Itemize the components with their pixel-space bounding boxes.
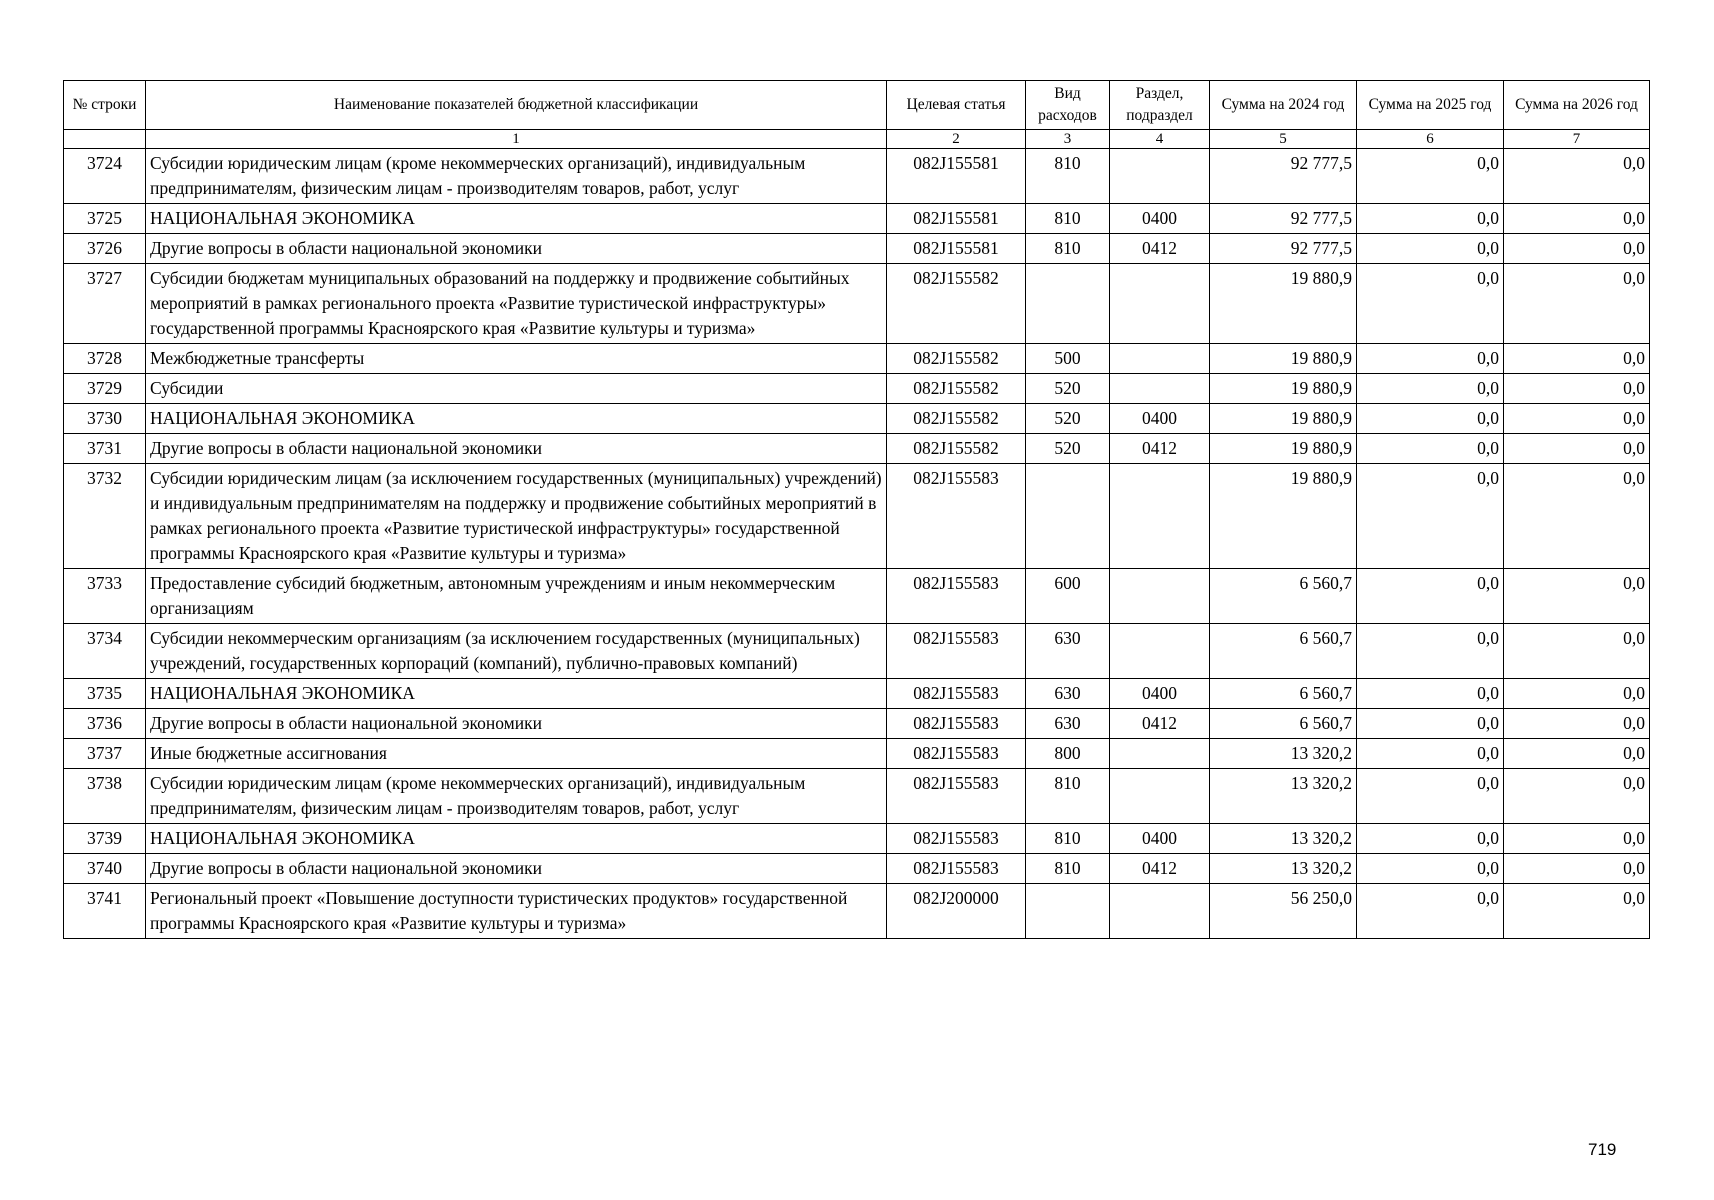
sum-2026-cell: 0,0 xyxy=(1504,234,1650,264)
sum-2026-cell: 0,0 xyxy=(1504,434,1650,464)
header-indicator-name: Наименование показателей бюджетной классификации xyxy=(146,81,887,130)
row-number-cell: 3738 xyxy=(64,769,146,824)
header-row-number: № строки xyxy=(64,81,146,130)
row-number-cell: 3726 xyxy=(64,234,146,264)
row-number-cell: 3727 xyxy=(64,264,146,344)
budget-table xyxy=(63,80,1650,939)
table-row xyxy=(64,234,1650,264)
target-article-cell: 082J155583 xyxy=(887,679,1026,709)
sum-2025-cell: 0,0 xyxy=(1357,824,1504,854)
expense-type-cell: 800 xyxy=(1026,739,1110,769)
section-cell xyxy=(1110,884,1210,939)
expense-type-cell xyxy=(1026,884,1110,939)
column-number: 4 xyxy=(1110,130,1210,149)
sum-2026-cell: 0,0 xyxy=(1504,344,1650,374)
expense-type-cell: 810 xyxy=(1026,854,1110,884)
section-cell: 0412 xyxy=(1110,709,1210,739)
sum-2024-cell: 19 880,9 xyxy=(1210,344,1357,374)
sum-2025-cell: 0,0 xyxy=(1357,434,1504,464)
section-cell: 0400 xyxy=(1110,204,1210,234)
table-row xyxy=(64,854,1650,884)
sum-2026-cell: 0,0 xyxy=(1504,204,1650,234)
expense-type-cell: 810 xyxy=(1026,204,1110,234)
sum-2026-cell: 0,0 xyxy=(1504,624,1650,679)
indicator-name-cell: НАЦИОНАЛЬНАЯ ЭКОНОМИКА xyxy=(146,404,887,434)
indicator-name-cell: Региональный проект «Повышение доступности туристических продуктов» государственной программы Красноярского края «Развитие культуры и туризма» xyxy=(146,884,887,939)
table-row xyxy=(64,434,1650,464)
indicator-name-cell: Субсидии бюджетам муниципальных образований на поддержку и продвижение событийных мероприятий в рамках регионального проекта «Развитие туристической инфраструктуры» государственной программы Красноярского края «Развитие культуры и туризма» xyxy=(146,264,887,344)
target-article-cell: 082J155582 xyxy=(887,374,1026,404)
table-row xyxy=(64,624,1650,679)
row-number-cell: 3735 xyxy=(64,679,146,709)
column-number: 3 xyxy=(1026,130,1110,149)
sum-2024-cell: 92 777,5 xyxy=(1210,234,1357,264)
row-number-cell: 3732 xyxy=(64,464,146,569)
row-number-cell: 3729 xyxy=(64,374,146,404)
row-number-cell: 3725 xyxy=(64,204,146,234)
target-article-cell: 082J155582 xyxy=(887,264,1026,344)
row-number-cell: 3733 xyxy=(64,569,146,624)
indicator-name-cell: Субсидии юридическим лицам (кроме некоммерческих организаций), индивидуальным предпринимателям, физическим лицам - производителям товаров, работ, услуг xyxy=(146,149,887,204)
section-cell: 0412 xyxy=(1110,434,1210,464)
sum-2024-cell: 6 560,7 xyxy=(1210,624,1357,679)
section-cell xyxy=(1110,344,1210,374)
expense-type-cell: 810 xyxy=(1026,824,1110,854)
expense-type-cell: 630 xyxy=(1026,709,1110,739)
sum-2026-cell: 0,0 xyxy=(1504,884,1650,939)
row-number-cell: 3736 xyxy=(64,709,146,739)
column-number xyxy=(64,130,146,149)
indicator-name-cell: Предоставление субсидий бюджетным, автономным учреждениям и иным некоммерческим организациям xyxy=(146,569,887,624)
sum-2025-cell: 0,0 xyxy=(1357,854,1504,884)
indicator-name-cell: Межбюджетные трансферты xyxy=(146,344,887,374)
target-article-cell: 082J155583 xyxy=(887,569,1026,624)
target-article-cell: 082J200000 xyxy=(887,884,1026,939)
table-row xyxy=(64,374,1650,404)
row-number-cell: 3730 xyxy=(64,404,146,434)
sum-2025-cell: 0,0 xyxy=(1357,264,1504,344)
section-cell xyxy=(1110,149,1210,204)
column-number: 6 xyxy=(1357,130,1504,149)
target-article-cell: 082J155582 xyxy=(887,434,1026,464)
sum-2024-cell: 13 320,2 xyxy=(1210,854,1357,884)
sum-2024-cell: 19 880,9 xyxy=(1210,464,1357,569)
header-sum-2025: Сумма на 2025 год xyxy=(1357,81,1504,130)
section-cell xyxy=(1110,624,1210,679)
section-cell: 0400 xyxy=(1110,679,1210,709)
section-cell xyxy=(1110,374,1210,404)
target-article-cell: 082J155583 xyxy=(887,739,1026,769)
expense-type-cell: 520 xyxy=(1026,434,1110,464)
section-cell xyxy=(1110,739,1210,769)
table-row xyxy=(64,884,1650,939)
header-target-article: Целевая статья xyxy=(887,81,1026,130)
sum-2026-cell: 0,0 xyxy=(1504,679,1650,709)
sum-2024-cell: 19 880,9 xyxy=(1210,374,1357,404)
row-number-cell: 3728 xyxy=(64,344,146,374)
sum-2026-cell: 0,0 xyxy=(1504,769,1650,824)
sum-2024-cell: 13 320,2 xyxy=(1210,824,1357,854)
indicator-name-cell: Субсидии юридическим лицам (за исключением государственных (муниципальных) учреждений) и индивидуальным предпринимателям на поддержку и продвижение событийных мероприятий в рамках регионального проекта «Развитие туристической инфраструктуры» государственной программы Красноярского края «Развитие культуры и туризма» xyxy=(146,464,887,569)
sum-2025-cell: 0,0 xyxy=(1357,344,1504,374)
table-row xyxy=(64,344,1650,374)
column-number: 1 xyxy=(146,130,887,149)
column-number: 7 xyxy=(1504,130,1650,149)
target-article-cell: 082J155583 xyxy=(887,624,1026,679)
indicator-name-cell: Субсидии юридическим лицам (кроме некоммерческих организаций), индивидуальным предпринимателям, физическим лицам - производителям товаров, работ, услуг xyxy=(146,769,887,824)
sum-2025-cell: 0,0 xyxy=(1357,624,1504,679)
expense-type-cell: 810 xyxy=(1026,234,1110,264)
sum-2024-cell: 92 777,5 xyxy=(1210,149,1357,204)
table-row xyxy=(64,149,1650,204)
sum-2024-cell: 56 250,0 xyxy=(1210,884,1357,939)
column-number-row xyxy=(64,130,1650,149)
section-cell: 0400 xyxy=(1110,404,1210,434)
expense-type-cell: 520 xyxy=(1026,404,1110,434)
row-number-cell: 3731 xyxy=(64,434,146,464)
sum-2026-cell: 0,0 xyxy=(1504,149,1650,204)
expense-type-cell: 500 xyxy=(1026,344,1110,374)
target-article-cell: 082J155582 xyxy=(887,404,1026,434)
sum-2024-cell: 19 880,9 xyxy=(1210,264,1357,344)
target-article-cell: 082J155583 xyxy=(887,769,1026,824)
sum-2024-cell: 19 880,9 xyxy=(1210,434,1357,464)
row-number-cell: 3724 xyxy=(64,149,146,204)
column-number: 2 xyxy=(887,130,1026,149)
target-article-cell: 082J155581 xyxy=(887,204,1026,234)
sum-2025-cell: 0,0 xyxy=(1357,739,1504,769)
expense-type-cell: 810 xyxy=(1026,769,1110,824)
header-sum-2026: Сумма на 2026 год xyxy=(1504,81,1650,130)
table-row xyxy=(64,264,1650,344)
indicator-name-cell: Другие вопросы в области национальной экономики xyxy=(146,234,887,264)
header-sum-2024: Сумма на 2024 год xyxy=(1210,81,1357,130)
table-row xyxy=(64,679,1650,709)
target-article-cell: 082J155581 xyxy=(887,234,1026,264)
target-article-cell: 082J155583 xyxy=(887,464,1026,569)
target-article-cell: 082J155581 xyxy=(887,149,1026,204)
indicator-name-cell: Субсидии xyxy=(146,374,887,404)
expense-type-cell: 810 xyxy=(1026,149,1110,204)
sum-2025-cell: 0,0 xyxy=(1357,149,1504,204)
sum-2026-cell: 0,0 xyxy=(1504,739,1650,769)
target-article-cell: 082J155583 xyxy=(887,854,1026,884)
sum-2026-cell: 0,0 xyxy=(1504,569,1650,624)
sum-2025-cell: 0,0 xyxy=(1357,464,1504,569)
indicator-name-cell: Иные бюджетные ассигнования xyxy=(146,739,887,769)
header-section: Раздел, подраздел xyxy=(1110,81,1210,130)
sum-2026-cell: 0,0 xyxy=(1504,404,1650,434)
sum-2025-cell: 0,0 xyxy=(1357,204,1504,234)
target-article-cell: 082J155583 xyxy=(887,824,1026,854)
table-row xyxy=(64,204,1650,234)
row-number-cell: 3740 xyxy=(64,854,146,884)
section-cell: 0412 xyxy=(1110,854,1210,884)
table-row xyxy=(64,569,1650,624)
indicator-name-cell: НАЦИОНАЛЬНАЯ ЭКОНОМИКА xyxy=(146,204,887,234)
indicator-name-cell: Другие вопросы в области национальной экономики xyxy=(146,854,887,884)
expense-type-cell xyxy=(1026,464,1110,569)
sum-2026-cell: 0,0 xyxy=(1504,264,1650,344)
sum-2026-cell: 0,0 xyxy=(1504,824,1650,854)
sum-2024-cell: 6 560,7 xyxy=(1210,679,1357,709)
page-number: 719 xyxy=(1588,1140,1617,1159)
sum-2025-cell: 0,0 xyxy=(1357,569,1504,624)
section-cell: 0412 xyxy=(1110,234,1210,264)
indicator-name-cell: Субсидии некоммерческим организациям (за исключением государственных (муниципальных) учреждений, государственных корпораций (компаний), публично-правовых компаний) xyxy=(146,624,887,679)
expense-type-cell: 600 xyxy=(1026,569,1110,624)
row-number-cell: 3734 xyxy=(64,624,146,679)
table-body xyxy=(64,149,1650,939)
sum-2025-cell: 0,0 xyxy=(1357,769,1504,824)
target-article-cell: 082J155582 xyxy=(887,344,1026,374)
header-expense-type: Вид расходов xyxy=(1026,81,1110,130)
column-number: 5 xyxy=(1210,130,1357,149)
table-row xyxy=(64,824,1650,854)
target-article-cell: 082J155583 xyxy=(887,709,1026,739)
sum-2025-cell: 0,0 xyxy=(1357,234,1504,264)
sum-2024-cell: 92 777,5 xyxy=(1210,204,1357,234)
section-cell: 0400 xyxy=(1110,824,1210,854)
expense-type-cell xyxy=(1026,264,1110,344)
sum-2025-cell: 0,0 xyxy=(1357,374,1504,404)
row-number-cell: 3741 xyxy=(64,884,146,939)
indicator-name-cell: Другие вопросы в области национальной экономики xyxy=(146,709,887,739)
expense-type-cell: 630 xyxy=(1026,679,1110,709)
section-cell xyxy=(1110,464,1210,569)
sum-2026-cell: 0,0 xyxy=(1504,854,1650,884)
table-header xyxy=(64,81,1650,149)
sum-2026-cell: 0,0 xyxy=(1504,709,1650,739)
sum-2024-cell: 6 560,7 xyxy=(1210,709,1357,739)
sum-2025-cell: 0,0 xyxy=(1357,709,1504,739)
table-row xyxy=(64,404,1650,434)
section-cell xyxy=(1110,264,1210,344)
sum-2024-cell: 19 880,9 xyxy=(1210,404,1357,434)
section-cell xyxy=(1110,769,1210,824)
sum-2026-cell: 0,0 xyxy=(1504,374,1650,404)
sum-2025-cell: 0,0 xyxy=(1357,884,1504,939)
sum-2025-cell: 0,0 xyxy=(1357,679,1504,709)
section-cell xyxy=(1110,569,1210,624)
sum-2024-cell: 6 560,7 xyxy=(1210,569,1357,624)
sum-2024-cell: 13 320,2 xyxy=(1210,769,1357,824)
sum-2024-cell: 13 320,2 xyxy=(1210,739,1357,769)
row-number-cell: 3737 xyxy=(64,739,146,769)
table-row xyxy=(64,739,1650,769)
expense-type-cell: 520 xyxy=(1026,374,1110,404)
row-number-cell: 3739 xyxy=(64,824,146,854)
sum-2025-cell: 0,0 xyxy=(1357,404,1504,434)
indicator-name-cell: Другие вопросы в области национальной экономики xyxy=(146,434,887,464)
sum-2026-cell: 0,0 xyxy=(1504,464,1650,569)
table-row xyxy=(64,709,1650,739)
expense-type-cell: 630 xyxy=(1026,624,1110,679)
table-row xyxy=(64,769,1650,824)
table-row xyxy=(64,464,1650,569)
indicator-name-cell: НАЦИОНАЛЬНАЯ ЭКОНОМИКА xyxy=(146,679,887,709)
indicator-name-cell: НАЦИОНАЛЬНАЯ ЭКОНОМИКА xyxy=(146,824,887,854)
